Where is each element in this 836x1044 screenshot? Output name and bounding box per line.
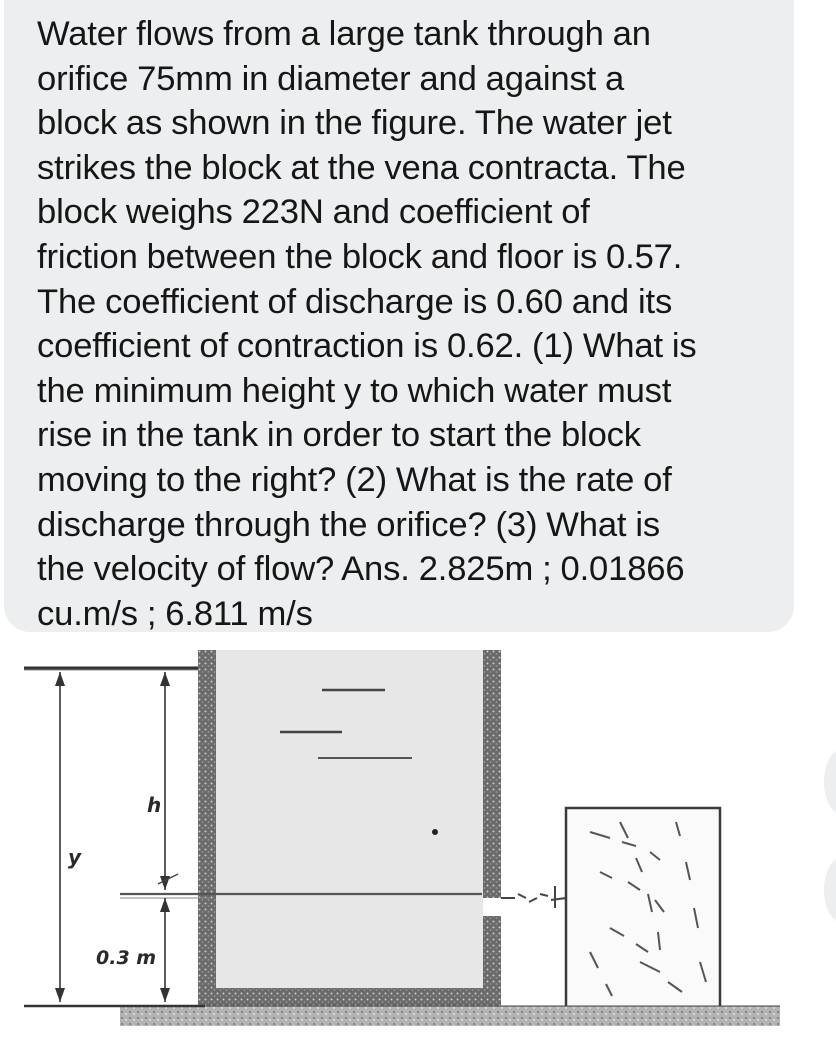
tank-left-wall bbox=[198, 650, 216, 1006]
tank-water bbox=[215, 650, 483, 988]
attached-figure[interactable] bbox=[0, 632, 836, 1044]
water-jet bbox=[501, 886, 566, 908]
tank-block-diagram bbox=[0, 632, 836, 1044]
label-offset: 0.3 m bbox=[96, 947, 157, 969]
tank-right-wall bbox=[483, 650, 501, 898]
label-y: y bbox=[68, 845, 82, 869]
label-h: h bbox=[147, 793, 162, 817]
message-bubble[interactable] bbox=[4, 0, 794, 632]
message-text: Water flows from a large tank through an orifice 75mm in diameter and against a block as shown in the figure. The water jet strikes the block at the vena contracta. The block weighs 223N and coefficient of friction between the block and floor is 0.57. The coefficient of discharge is 0.60 and its coefficient of contraction is 0.62. (1) What is the minimum height y to which water must rise in the tank in order to start the block moving to the right? (2) What is the rate of discharge through the orifice? (3) What is the velocity of flow? Ans. 2.825m ; 0.01866 cu.m/s ; 6.811 m/s bbox=[37, 15, 697, 633]
tank-bottom bbox=[198, 988, 501, 1006]
block bbox=[566, 808, 720, 1008]
floor bbox=[120, 1006, 780, 1026]
